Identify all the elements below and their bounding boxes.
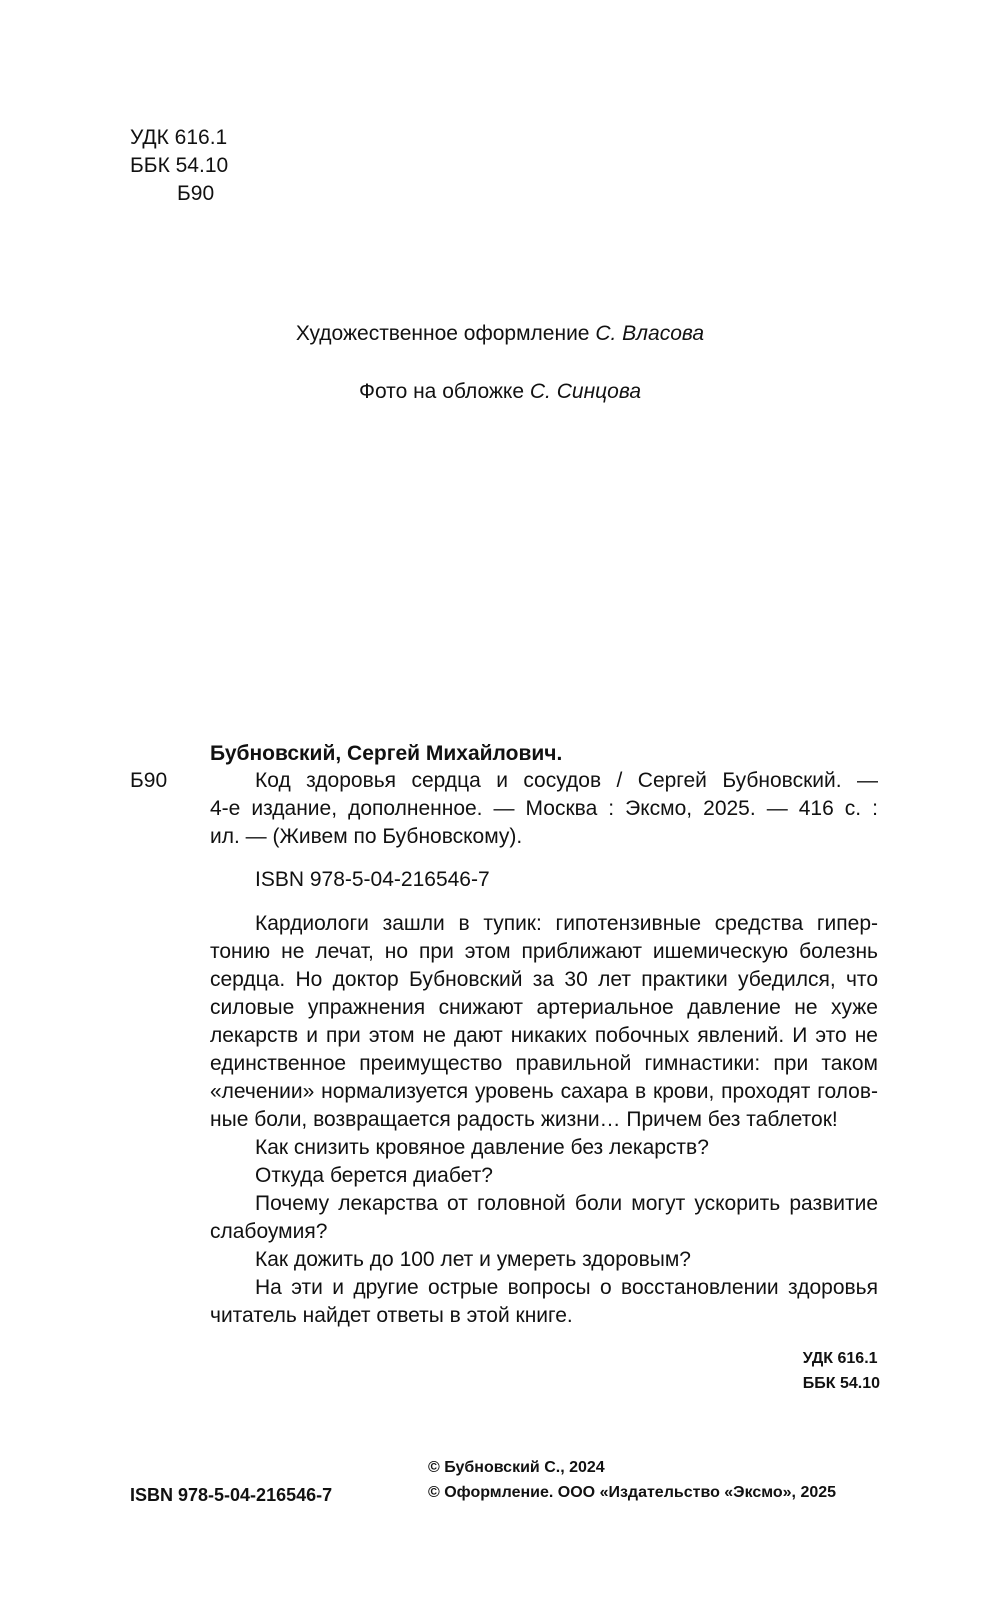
top-udk-code: УДК 616.1 (130, 126, 228, 149)
question-line: Откуда берется диабет? (255, 1164, 493, 1187)
closing-line: читатель найдет ответы в этой книге. (210, 1304, 573, 1327)
annotation-line: единственное преимущество правильной гимнастики: при таком (210, 1052, 878, 1075)
footer-isbn: ISBN 978-5-04-216546-7 (130, 1485, 333, 1505)
photo-credit (0, 378, 1000, 406)
design-credit (0, 320, 1000, 348)
annotation-line: Кардиологи зашли в тупик: гипотензивные средства гипер- (255, 912, 878, 935)
isbn-line: ISBN 978-5-04-216546-7 (255, 868, 490, 891)
question-line: Как снизить кровяное давление без лекарств? (255, 1136, 709, 1159)
question-line: слабоумия? (210, 1220, 328, 1243)
bib-description-line: Код здоровья сердца и сосудов / Сергей Бубновский. — (255, 769, 878, 792)
annotation-line: тонию не лечат, но при этом приближают ишемическую болезнь (210, 940, 878, 963)
photo-credit-name: С. Синцова (529, 380, 641, 403)
question-line: Как дожить до 100 лет и умереть здоровым? (255, 1248, 691, 1271)
closing-line: На эти и другие острые вопросы о восстановлении здоровья (255, 1276, 878, 1299)
bottom-classification (803, 1346, 880, 1396)
bib-author-mark: Б90 (130, 769, 168, 792)
annotation-line: «лечении» нормализуется уровень сахара в крови, проходят голов- (210, 1080, 878, 1103)
bottom-udk-code: УДК 616.1 (802, 1350, 878, 1367)
photo-credit-label: Фото на обложке (359, 380, 525, 403)
annotation-line: лекарств и при этом не дают никаких побочных явлений. И это не (210, 1024, 878, 1047)
top-author-mark: Б90 (177, 182, 215, 205)
design-credit-name: С. Власова (595, 322, 705, 345)
copyright-design: © Оформление. ООО «Издательство «Эксмо», 2025 (428, 1484, 837, 1501)
author-heading: Бубновский, Сергей Михайлович. (210, 742, 563, 765)
question-line: Почему лекарства от головной боли могут ускорить развитие (255, 1192, 878, 1215)
annotation-line: сердца. Но доктор Бубновский за 30 лет практики убедился, что (210, 968, 878, 991)
design-credit-label: Художественное оформление (295, 322, 590, 345)
annotation-line: ные боли, возвращается радость жизни… Причем без таблеток! (210, 1108, 838, 1131)
top-bbk-code: ББК 54.10 (130, 154, 229, 177)
bib-description-line: ил. — (Живем по Бубновскому). (210, 825, 523, 848)
copyright-author: © Бубновский С., 2024 (428, 1459, 605, 1476)
bib-description-line: 4-е издание, дополненное. — Москва : Эксмо, 2025. — 416 с. : (210, 797, 878, 820)
bottom-bbk-code: ББК 54.10 (802, 1375, 880, 1392)
annotation-line: силовые упражнения снижают артериальное давление не хуже (210, 996, 878, 1019)
